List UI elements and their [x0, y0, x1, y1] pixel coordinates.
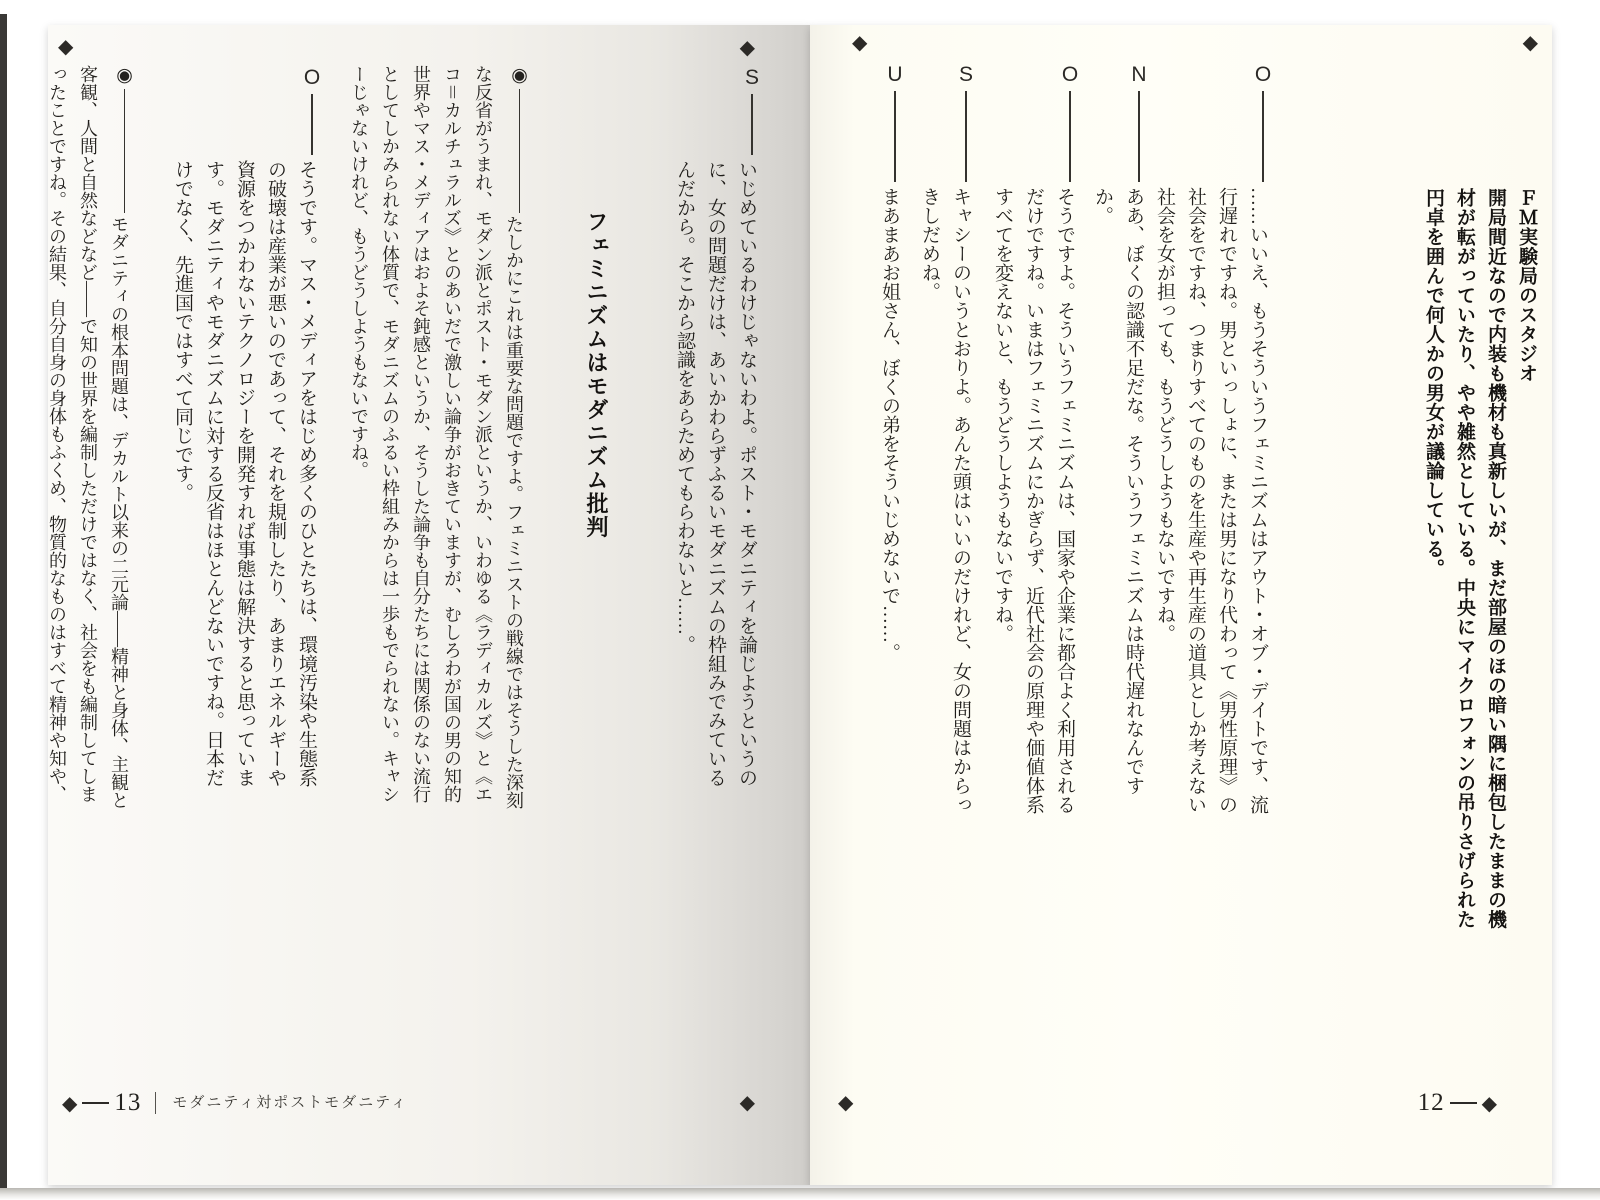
speech-text: そうです。マス・メディアをはじめ多くのひとたちは、環境汚染や生態系の破壊は産業が悪いのであって、それを規制したり、あまりエネルギーや資源をつかわないテクノロジーを開発すれば事態は解決すると思っています。モダニティやモダニズムに対する反省はほとんどないですね。日本だけでなく、先進国ではすべて同じです。	[172, 160, 317, 787]
speaker-label	[297, 65, 327, 155]
speaker-letter: O	[303, 66, 321, 89]
corner-diamond-icon: ◆	[739, 1092, 755, 1114]
page-number: 12	[1417, 1089, 1445, 1116]
narration-paragraph	[343, 65, 529, 820]
speaker-letter: O	[1254, 63, 1272, 86]
left-page	[48, 25, 810, 1185]
speech-u	[874, 62, 905, 817]
speaker-rule	[965, 91, 967, 182]
speaker-label	[951, 62, 981, 182]
stage-title: ＦＭ実験局のスタジオ	[1516, 188, 1537, 383]
paragraph-mark-label	[504, 65, 535, 213]
speech-s	[669, 65, 762, 790]
footer-dash	[82, 1102, 109, 1104]
speaker-label	[1124, 62, 1154, 182]
stage-direction-text: 開局間近なので内装も機材も真新しいが、まだ部屋のほの暗い隅に梱包したままの機材が転がっていたり、やや雑然としている。中央にマイクロフォンの吊りさげられた円卓を囲んで何人かの男女が議論している。	[1423, 188, 1506, 929]
stage-direction	[1418, 62, 1542, 943]
paragraph-text: たしかにこれは重要な問題ですよ。フェミニストの戦線ではそうした深刻な反省がうまれ、モダン派とポスト・モダン派というか、いわゆる《ラディカルズ》と《エコ＝カルチュラルズ》とのあいだで激しい論争がおきていますが、むしろわが国の男の知的世界やマス・メディアはおよそ鈍感というか、そうした論争も自分たちには関係のない流行としてしかみられない体質で、モダニズムのふるい枠組みからは一歩もでられない。キャシーじゃないけれど、もうどうしようもないですね。	[349, 65, 524, 809]
speaker-letter: S	[744, 66, 759, 89]
paragraph-rule	[124, 89, 126, 213]
fisheye-mark-icon: ◉	[116, 65, 133, 86]
speaker-label	[1248, 62, 1278, 182]
footer-diamond-icon: ◆	[62, 1092, 78, 1115]
left-page-footer	[62, 1089, 408, 1117]
speech-text: ……いいえ、もうそういうフェミニズムはアウト・オブ・デイトです、流行遅れですね。男といっしょに、または男になり代わって《男性原理》の社会をですね、つまりすべてのものを生産や再生産の道具としか考えない社会を女が担っても、もうどうしようもないですね。	[1154, 187, 1268, 814]
right-page-text-column-area	[874, 62, 1542, 929]
speaker-rule	[311, 94, 313, 155]
speech-text: ああ、ぼくの認識不足だな。そういうフェミニズムは時代遅れなんですか。	[1092, 187, 1144, 795]
speaker-letter: O	[1061, 63, 1079, 86]
page-number: 13	[114, 1089, 142, 1116]
speaker-rule	[1138, 91, 1140, 182]
speech-o-2	[987, 62, 1080, 817]
speaker-label	[1055, 62, 1085, 182]
corner-diamond-icon: ◆	[58, 36, 74, 58]
speech-o-1	[1149, 62, 1273, 817]
corner-diamond-icon: ◆	[838, 1092, 854, 1114]
narration-paragraph	[41, 65, 134, 820]
footer-dash	[1450, 1102, 1477, 1104]
paragraph-text: モダニティの根本問題は、デカルト以来の二元論――精神と身体、主観と客観、人間と自然などなど――で知の世界を編制しただけではなく、社会をも編制してしまったことですね。その結果、自分自身の身体もふくめ、物質的なものはすべて精神や知や、	[47, 65, 129, 809]
running-title: モダニティ対ポストモダニティ	[155, 1092, 408, 1114]
speech-text: そうですよ。そういうフェミニズムは、国家や企業に都合よく利用されるだけですね。いまはフェミニズムにかぎらず、近代社会の原理や価値体系すべてを変えないと、もうどうしようもないですね。	[992, 187, 1075, 814]
paragraph-mark-label	[109, 65, 140, 213]
fisheye-mark-icon: ◉	[511, 65, 528, 86]
speaker-letter: U	[887, 63, 903, 86]
speech-o	[167, 65, 322, 790]
speaker-rule	[1069, 91, 1071, 182]
speech-text: キャシーのいうとおりよ。あんた頭はいいのだけれど、女の問題はからっきしだめね。	[919, 187, 971, 814]
speech-text: いじめているわけじゃないわよ。ポスト・モダニティを論じようというのに、女の問題だけは、あいかわらずふるいモダニズムの枠組みでみているんだから。そこから認識をあらためてもらわないと……。	[674, 160, 757, 787]
footer-diamond-icon: ◆	[1481, 1092, 1497, 1115]
section-heading: フェミニズムはモダニズム批判	[584, 210, 609, 539]
speech-s	[914, 62, 976, 817]
speaker-letter: N	[1131, 63, 1147, 86]
speaker-rule	[751, 94, 753, 155]
right-page	[810, 25, 1552, 1185]
left-page-text-column-area	[41, 65, 762, 820]
speech-n	[1087, 62, 1149, 817]
scan-edge	[0, 14, 7, 1200]
paragraph-rule	[519, 89, 521, 213]
corner-diamond-icon: ◆	[739, 37, 755, 59]
right-page-footer	[1418, 1089, 1497, 1117]
scan-edge	[0, 1188, 1600, 1200]
speaker-rule	[894, 91, 896, 182]
speaker-letter: S	[958, 63, 973, 86]
corner-diamond-icon: ◆	[1522, 32, 1538, 54]
speaker-rule	[1262, 91, 1264, 182]
speech-text: まあまあお姐さん、ぼくの弟をそういじめないで……。	[879, 187, 900, 662]
corner-diamond-icon: ◆	[852, 32, 868, 54]
speaker-label	[737, 65, 767, 155]
speaker-label	[880, 62, 910, 182]
